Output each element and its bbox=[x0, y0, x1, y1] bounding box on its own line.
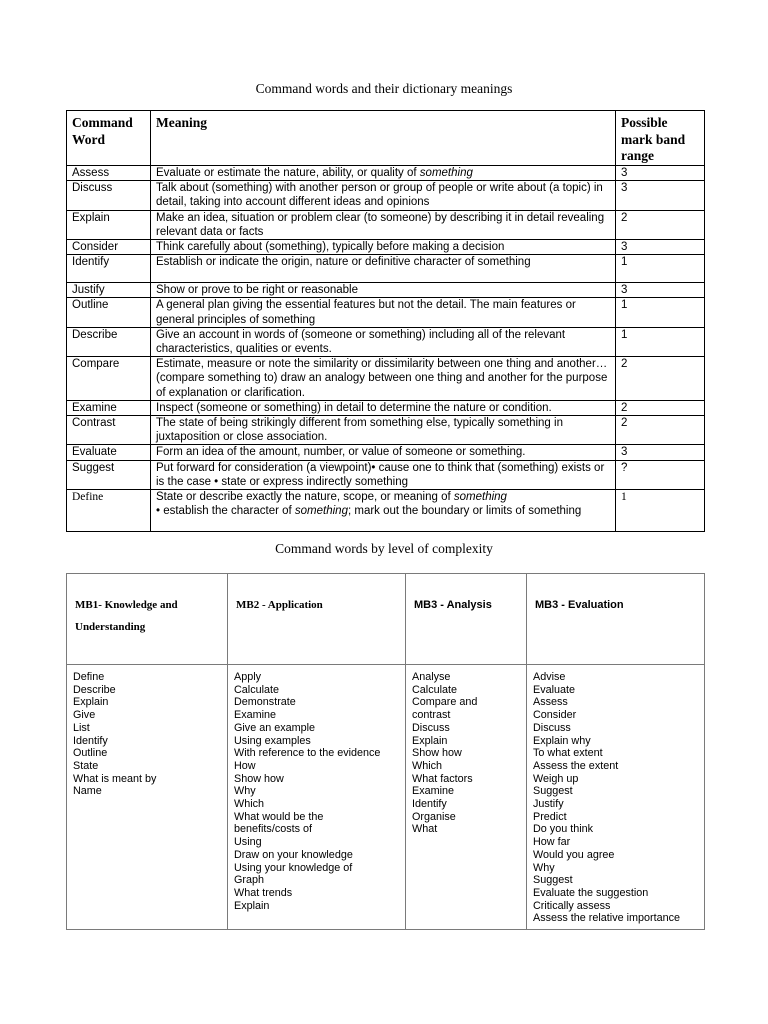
command-word: Name bbox=[73, 785, 102, 798]
command-word: Calculate bbox=[234, 683, 280, 696]
table-row bbox=[67, 400, 705, 415]
header-mark-band: Possible mark band range bbox=[616, 111, 705, 166]
table-row bbox=[67, 181, 705, 210]
table-row bbox=[67, 255, 705, 283]
command-word: Examine bbox=[234, 709, 277, 722]
meaning-cell bbox=[151, 255, 616, 283]
meaning-text: Put forward for consideration (a viewpoint)• cause one to think that (something) exists or is the case • state or express indirectly something bbox=[156, 461, 605, 488]
mark-band-cell: 3 bbox=[616, 181, 705, 210]
mark-band-cell: 3 bbox=[616, 283, 705, 298]
mark-band-cell: ? bbox=[616, 460, 705, 489]
header-mb3-analysis: MB3 - Analysis bbox=[406, 574, 527, 665]
command-word: Identify bbox=[73, 734, 108, 747]
command-word: Critically assess bbox=[533, 899, 611, 912]
meaning-italic: something bbox=[419, 167, 473, 179]
header-command-word: Command Word bbox=[67, 111, 151, 166]
section-title: Command words by level of complexity bbox=[275, 541, 493, 556]
command-word: What would be the bbox=[234, 810, 324, 823]
command-word-cell: Outline bbox=[67, 298, 151, 327]
command-word: Assess the relative importance bbox=[533, 912, 681, 925]
meaning-cell bbox=[151, 400, 616, 415]
meaning-text: The state of being strikingly different from something else, typically something in juxtaposition or close association. bbox=[156, 417, 563, 444]
command-word: Explain why bbox=[533, 734, 591, 747]
meaning-cell bbox=[151, 327, 616, 356]
command-word-cell: Describe bbox=[67, 327, 151, 356]
mark-band-cell: 1 bbox=[616, 298, 705, 327]
meaning-cell bbox=[151, 240, 616, 255]
meaning-text: Talk about (something) with another person or group of people or write about (a topic) in detail, taking into account different ideas and opinions bbox=[156, 182, 603, 209]
command-word: Justify bbox=[533, 798, 564, 811]
command-word: Using examples bbox=[234, 734, 311, 747]
meaning-text: State or describe exactly the nature, scope, or meaning of bbox=[156, 491, 454, 504]
meaning-text: Show or prove to be right or reasonable bbox=[156, 284, 359, 297]
command-word: Calculate bbox=[412, 683, 458, 696]
command-word: Which bbox=[234, 798, 264, 811]
meaning-text: Evaluate or estimate the nature, ability, or quality of bbox=[156, 167, 420, 179]
meaning-cell bbox=[151, 181, 616, 210]
command-word: Consider bbox=[533, 709, 577, 722]
command-words-table bbox=[66, 110, 705, 532]
command-word-cell: Justify bbox=[67, 283, 151, 298]
table-row bbox=[67, 166, 705, 181]
meaning-italic: something bbox=[294, 505, 348, 518]
command-word: Predict bbox=[533, 810, 567, 823]
command-word-cell: Contrast bbox=[67, 416, 151, 445]
meaning-text: Make an idea, situation or problem clear (to someone) by describing it in detail revealing relevant data or facts bbox=[156, 211, 605, 238]
meaning-italic: something bbox=[453, 491, 507, 504]
mark-band-cell: 1 bbox=[616, 327, 705, 356]
command-word: Why bbox=[234, 785, 256, 798]
command-word: Explain bbox=[234, 899, 270, 912]
command-word: Using your knowledge of bbox=[234, 861, 353, 874]
meaning-text: Inspect (someone or something) in detail to determine the nature or condition. bbox=[156, 401, 552, 414]
command-word: Would you agree bbox=[533, 848, 615, 861]
table-row bbox=[67, 445, 705, 460]
command-word: Give bbox=[73, 709, 96, 722]
command-word: Demonstrate bbox=[234, 696, 296, 709]
table-row bbox=[67, 283, 705, 298]
command-word: Apply bbox=[234, 671, 262, 683]
command-word: Compare and bbox=[412, 696, 478, 709]
command-word: Show how bbox=[234, 772, 284, 785]
header-mb3-evaluation: MB3 - Evaluation bbox=[527, 574, 705, 665]
table-row bbox=[67, 357, 705, 401]
command-word: Discuss bbox=[533, 721, 571, 734]
meaning-cell bbox=[151, 357, 616, 401]
command-word: Organise bbox=[412, 810, 456, 823]
meaning-cell bbox=[151, 210, 616, 239]
meaning-text: Establish or indicate the origin, nature or definitive character of something bbox=[156, 256, 531, 269]
table-row bbox=[67, 298, 705, 327]
command-word: Give an example bbox=[234, 721, 316, 734]
command-word-cell: Assess bbox=[67, 166, 151, 181]
command-word: Explain bbox=[412, 734, 448, 747]
command-word: Examine bbox=[412, 785, 455, 798]
meaning-text: A general plan giving the essential features but not the detail. The main features or general principles of something bbox=[156, 299, 576, 326]
page-title: Command words and their dictionary meanings bbox=[255, 81, 513, 96]
command-word: Suggest bbox=[533, 785, 573, 798]
meaning-text: • establish the character of bbox=[156, 505, 295, 518]
complexity-body-row bbox=[67, 665, 705, 930]
command-word: How bbox=[234, 759, 256, 772]
table-row bbox=[67, 490, 705, 532]
complexity-table bbox=[66, 573, 705, 930]
command-word: What is meant by bbox=[73, 772, 157, 785]
table-row bbox=[67, 240, 705, 255]
meaning-cell bbox=[151, 416, 616, 445]
command-word: Describe bbox=[73, 683, 116, 696]
meaning-cell bbox=[151, 445, 616, 460]
mark-band-cell: 2 bbox=[616, 416, 705, 445]
meaning-cell bbox=[151, 490, 616, 532]
command-word: Assess bbox=[533, 696, 568, 709]
mb3-analysis-word-list bbox=[406, 665, 527, 930]
command-word-cell: Evaluate bbox=[67, 445, 151, 460]
command-word: State bbox=[73, 759, 99, 772]
command-word: Do you think bbox=[533, 823, 594, 836]
command-word: benefits/costs of bbox=[234, 823, 313, 836]
meaning-text: Estimate, measure or note the similarity or dissimilarity between one thing and another…(compare something to) draw an analogy between one thing and another for the purpose of explanation or clarification. bbox=[156, 358, 608, 399]
command-word-cell: Discuss bbox=[67, 181, 151, 210]
command-word-cell: Examine bbox=[67, 400, 151, 415]
command-word: Why bbox=[533, 861, 555, 874]
meaning-cell bbox=[151, 166, 616, 181]
command-word: What bbox=[412, 823, 438, 836]
table-row bbox=[67, 416, 705, 445]
mark-band-cell: 3 bbox=[616, 445, 705, 460]
command-word: Discuss bbox=[412, 721, 450, 734]
mb3-evaluation-word-list bbox=[527, 665, 705, 930]
mark-band-cell: 2 bbox=[616, 400, 705, 415]
command-word: What trends bbox=[234, 886, 293, 899]
command-word: What factors bbox=[412, 772, 473, 785]
command-word-cell: Define bbox=[67, 490, 151, 532]
command-word-cell: Consider bbox=[67, 240, 151, 255]
meaning-cell bbox=[151, 298, 616, 327]
command-word-cell: Suggest bbox=[67, 460, 151, 489]
mark-band-cell: 1 bbox=[616, 490, 705, 532]
command-word: How far bbox=[533, 836, 571, 849]
header-mb2: MB2 - Application bbox=[228, 574, 406, 665]
meaning-cell bbox=[151, 283, 616, 298]
command-word: Which bbox=[412, 759, 442, 772]
mb2-word-list bbox=[228, 665, 406, 930]
meaning-text: Form an idea of the amount, number, or value of someone or something. bbox=[156, 446, 526, 459]
meaning-text: ; mark out the boundary or limits of something bbox=[347, 505, 582, 518]
command-word: Identify bbox=[412, 798, 447, 811]
table-row bbox=[67, 210, 705, 239]
command-word-cell: Compare bbox=[67, 357, 151, 401]
command-word: With reference to the evidence bbox=[234, 747, 381, 760]
command-word: Graph bbox=[234, 874, 265, 887]
command-word: Weigh up bbox=[533, 772, 579, 785]
mark-band-cell: 2 bbox=[616, 210, 705, 239]
meaning-cell bbox=[151, 460, 616, 489]
command-word: Suggest bbox=[533, 874, 573, 887]
header-meaning: Meaning bbox=[151, 111, 616, 166]
command-word: contrast bbox=[412, 709, 451, 722]
meaning-text: Think carefully about (something), typically before making a decision bbox=[156, 241, 505, 254]
command-word: Evaluate bbox=[533, 683, 576, 696]
mark-band-cell: 1 bbox=[616, 255, 705, 283]
command-word: Outline bbox=[73, 747, 108, 760]
command-word: Evaluate the suggestion bbox=[533, 886, 649, 899]
mark-band-cell: 3 bbox=[616, 240, 705, 255]
table-row bbox=[67, 327, 705, 356]
meaning-text: Give an account in words of (someone or something) including all of the relevant characteristics, qualities or events. bbox=[156, 328, 566, 356]
command-word: Define bbox=[73, 671, 105, 683]
mb1-word-list bbox=[67, 665, 228, 930]
command-word-cell: Explain bbox=[67, 210, 151, 239]
mark-band-cell: 3 bbox=[616, 166, 705, 181]
command-word: To what extent bbox=[533, 747, 603, 760]
complexity-header-row bbox=[67, 574, 705, 665]
header-mb1: MB1- Knowledge and Understanding bbox=[67, 574, 228, 665]
command-word: List bbox=[73, 721, 90, 734]
command-word: Assess the extent bbox=[533, 759, 619, 772]
command-word: Draw on your knowledge bbox=[234, 848, 353, 861]
command-word: Using bbox=[234, 836, 262, 849]
command-word: Analyse bbox=[412, 671, 451, 683]
command-word: Advise bbox=[533, 671, 566, 683]
command-word-cell: Identify bbox=[67, 255, 151, 283]
command-word: Explain bbox=[73, 696, 109, 709]
mark-band-cell: 2 bbox=[616, 357, 705, 401]
table-row bbox=[67, 460, 705, 489]
command-word: Show how bbox=[412, 747, 462, 760]
table-header-row bbox=[67, 111, 705, 166]
